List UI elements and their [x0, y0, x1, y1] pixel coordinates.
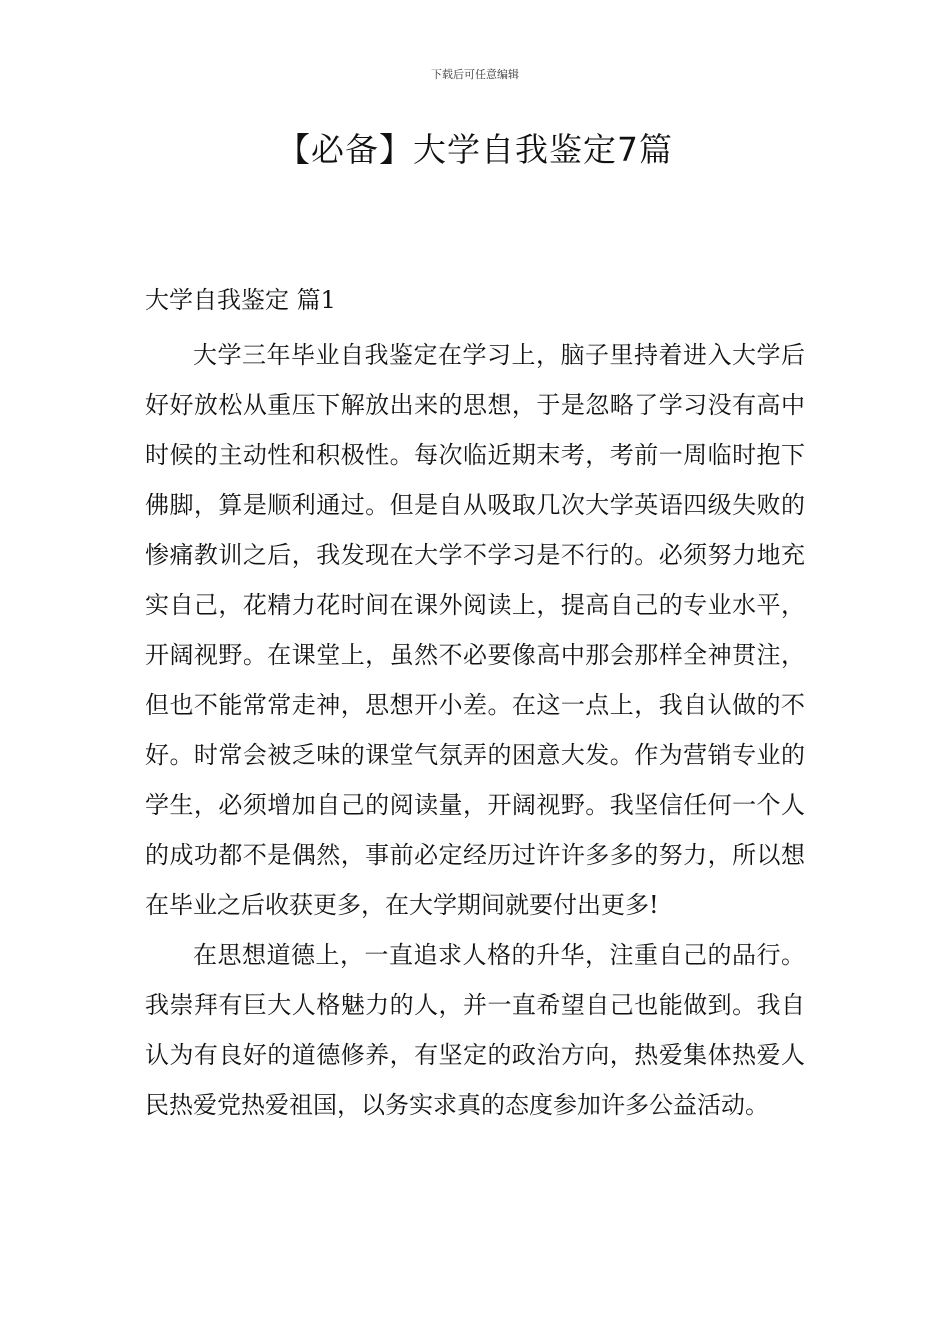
section-heading: 大学自我鉴定 篇1 [145, 286, 336, 314]
section-body [145, 330, 805, 1130]
document-title: 【必备】大学自我鉴定7篇 [277, 130, 673, 169]
paragraph: 大学三年毕业自我鉴定在学习上，脑子里持着进入大学后好好放松从重压下解放出来的思想，于是忽略了学习没有高中时候的主动性和积极性。每次临近期末考，考前一周临时抱下佛脚，算是顺利通过。但是自从吸取几次大学英语四级失败的惨痛教训之后，我发现在大学不学习是不行的。必须努力地充实自己，花精力花时间在课外阅读上，提高自己的专业水平，开阔视野。在课堂上，虽然不必要像高中那会那样全神贯注，但也不能常常走神，思想开小差。在这一点上，我自认做的不好。时常会被乏味的课堂气氛弄的困意大发。作为营销专业的学生，必须增加自己的阅读量，开阔视野。我坚信任何一个人的成功都不是偶然，事前必定经历过许许多多的努力，所以想在毕业之后收获更多，在大学期间就要付出更多! [145, 341, 805, 919]
paragraph: 在思想道德上，一直追求人格的升华，注重自己的品行。我崇拜有巨大人格魅力的人，并一直希望自己也能做到。我自认为有良好的道德修养，有坚定的政治方向，热爱集体热爱人民热爱党热爱祖国，以务实求真的态度参加许多公益活动。 [145, 941, 805, 1119]
header-note: 下载后可任意编辑 [431, 68, 519, 81]
